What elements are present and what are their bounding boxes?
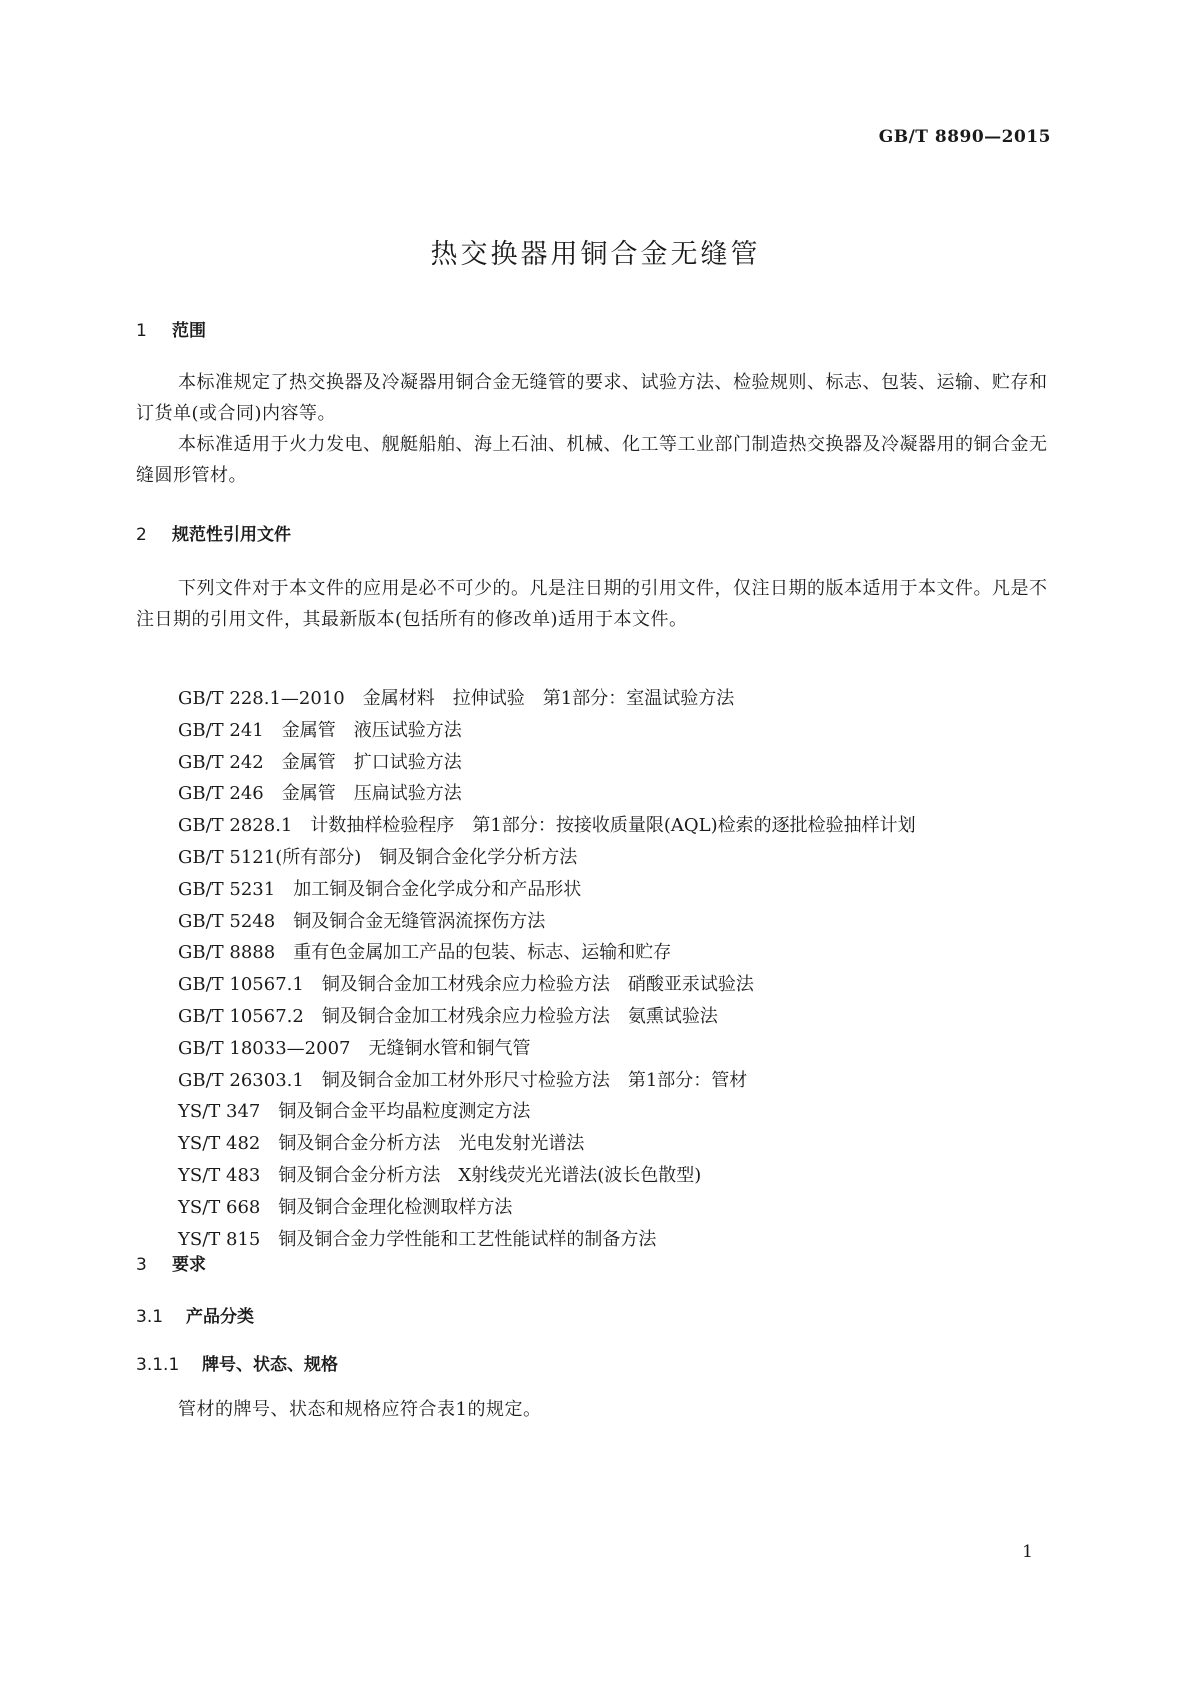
- reference-item: [178, 842, 916, 874]
- section-1-heading: [136, 316, 206, 341]
- reference-title: 铜及铜合金分析方法 光电发射光谱法: [278, 1133, 585, 1155]
- reference-item: [178, 715, 916, 747]
- section-2-title: 规范性引用文件: [172, 525, 291, 545]
- reference-title: 铜及铜合金力学性能和工艺性能试样的制备方法: [278, 1228, 657, 1250]
- reference-item: [178, 1224, 916, 1256]
- section-3-1-1-heading: [136, 1350, 338, 1375]
- reference-item: [178, 874, 916, 906]
- section-3-1-1-number: 3.1.1: [136, 1355, 180, 1375]
- reference-title: 加工铜及铜合金化学成分和产品形状: [293, 878, 582, 900]
- section-3-1-title: 产品分类: [186, 1307, 254, 1327]
- reference-code: GB/T 26303.1: [178, 1069, 304, 1091]
- reference-title: 铜及铜合金分析方法 X射线荧光光谱法(波长色散型): [278, 1164, 702, 1186]
- reference-item: [178, 747, 916, 779]
- section-1-title: 范围: [172, 321, 206, 341]
- reference-title: 铜及铜合金理化检测取样方法: [278, 1196, 513, 1218]
- section-1-paragraph-1: 本标准规定了热交换器及冷凝器用铜合金无缝管的要求、试验方法、检验规则、标志、包装、运输、贮存和订货单(或合同)内容等。: [136, 372, 1048, 424]
- section-2-intro: 下列文件对于本文件的应用是必不可少的。凡是注日期的引用文件，仅注日期的版本适用于本文件。凡是不注日期的引用文件，其最新版本(包括所有的修改单)适用于本文件。: [136, 578, 1048, 630]
- section-3-heading: [136, 1250, 206, 1275]
- reference-code: YS/T 815: [178, 1228, 261, 1250]
- reference-code: GB/T 5248: [178, 910, 276, 932]
- reference-item: [178, 906, 916, 938]
- reference-title: 计数抽样检验程序 第1部分：按接收质量限(AQL)检索的逐批检验抽样计划: [310, 815, 916, 837]
- reference-title: 金属管 扩口试验方法: [281, 751, 462, 773]
- section-3-1-1-title: 牌号、状态、规格: [202, 1355, 338, 1375]
- reference-code: YS/T 483: [178, 1164, 261, 1186]
- section-2-number: 2: [136, 525, 147, 545]
- reference-title: 重有色金属加工产品的包装、标志、运输和贮存: [293, 942, 672, 964]
- reference-item: [178, 1160, 916, 1192]
- section-3-1-1-text: 管材的牌号、状态和规格应符合表1的规定。: [178, 1399, 542, 1420]
- reference-item: [178, 778, 916, 810]
- reference-code: YS/T 347: [178, 1101, 261, 1123]
- reference-code: GB/T 2828.1: [178, 815, 293, 837]
- reference-code: GB/T 246: [178, 783, 264, 805]
- reference-item: [178, 969, 916, 1001]
- reference-item: [178, 937, 916, 969]
- reference-title: 金属管 液压试验方法: [281, 719, 462, 741]
- document-title: 热交换器用铜合金无缝管: [430, 239, 761, 270]
- reference-title: 铜及铜合金无缝管涡流探伤方法: [293, 910, 546, 932]
- section-3-title: 要求: [172, 1255, 206, 1275]
- reference-code: GB/T 241: [178, 719, 264, 741]
- reference-code: GB/T 8888: [178, 942, 276, 964]
- reference-code: GB/T 10567.2: [178, 1005, 304, 1027]
- reference-title: 金属材料 拉伸试验 第1部分：室温试验方法: [362, 688, 735, 709]
- page-number: 1: [1022, 1542, 1033, 1562]
- reference-code: GB/T 5121(所有部分): [178, 846, 362, 868]
- reference-title: 铜及铜合金加工材残余应力检验方法 硝酸亚汞试验法: [321, 974, 754, 996]
- section-2-heading: [136, 520, 291, 545]
- reference-code: GB/T 228.1—2010: [178, 688, 345, 709]
- reference-item: [178, 1001, 916, 1033]
- reference-title: 铜及铜合金加工材外形尺寸检验方法 第1部分：管材: [321, 1069, 748, 1091]
- reference-code: GB/T 242: [178, 751, 264, 773]
- section-3-number: 3: [136, 1255, 147, 1275]
- reference-title: 铜及铜合金平均晶粒度测定方法: [278, 1101, 531, 1123]
- reference-item: [178, 1033, 916, 1065]
- reference-title: 无缝铜水管和铜气管: [368, 1037, 531, 1059]
- reference-code: YS/T 482: [178, 1133, 261, 1155]
- reference-item: [178, 810, 916, 842]
- reference-code: GB/T 10567.1: [178, 974, 304, 996]
- reference-code: YS/T 668: [178, 1196, 261, 1218]
- reference-title: 金属管 压扁试验方法: [281, 783, 462, 805]
- section-3-1-heading: [136, 1302, 254, 1327]
- reference-list: [178, 683, 916, 1255]
- section-1-number: 1: [136, 321, 147, 341]
- reference-code: GB/T 18033—2007: [178, 1037, 351, 1059]
- reference-item: [178, 1192, 916, 1224]
- reference-item: [178, 683, 916, 715]
- reference-title: 铜及铜合金加工材残余应力检验方法 氨熏试验法: [321, 1005, 718, 1027]
- reference-item: [178, 1096, 916, 1128]
- section-3-1-number: 3.1: [136, 1307, 164, 1327]
- standard-code: GB/T 8890—2015: [878, 127, 1051, 147]
- section-1-paragraph-2: 本标准适用于火力发电、舰艇船舶、海上石油、机械、化工等工业部门制造热交换器及冷凝器用的铜合金无缝圆形管材。: [136, 434, 1048, 486]
- reference-item: [178, 1065, 916, 1097]
- reference-title: 铜及铜合金化学分析方法: [379, 846, 578, 868]
- reference-code: GB/T 5231: [178, 878, 276, 900]
- reference-item: [178, 1128, 916, 1160]
